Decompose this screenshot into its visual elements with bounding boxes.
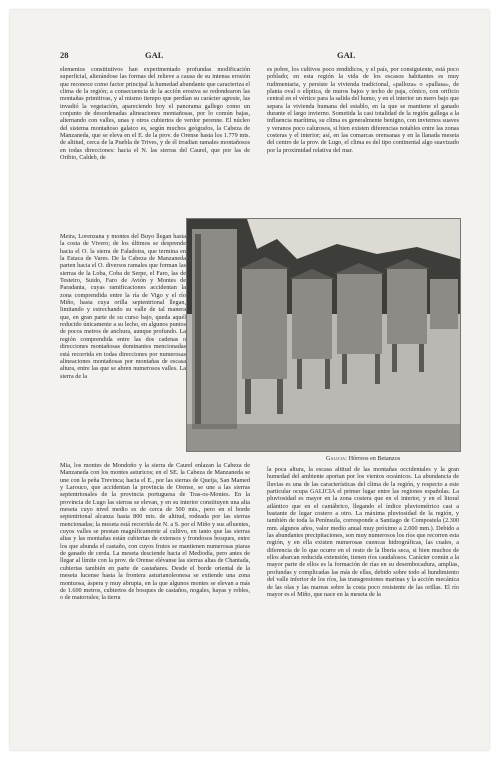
paragraph: Meira, Lorenzana y montes del Buyo llegan hasta la costa de Vivero; de los últimos se desprende hacia el O. la sierra de Faladoira, que termina en la Estaca de Vares. De la Cabeza de Manzaneda parten hacia el O. diversos ramales que forman las sierras de la Loba, Coba de Serpe, el Faro, las de Testeiro, Suido, Faro de Avión y Montes de Paradanta, cuyas ramificaciones accidentan la zona comprendida entre la ría de Vigo y el río Miño, hasta cuya orilla septentrional llegan, limitando y estrechando su valle de tal manera que, en gran parte de su curso bajo, queda aquél reducido únicamente a su lecho, en algunos puntos de pocos metros de anchura, aunque profundo. La región comprendida entre las dos cadenas o direcciones montañosas dominantes mencionadas está recorrida en todas direcciones por numerosas alineaciones montañosas por montañas de escasa altura, entre las que se abren numerosos valles. La sierra de la xyxy=(60,233,186,380)
running-head-right: GAL xyxy=(337,50,356,60)
page-header xyxy=(60,50,439,62)
photo-pillar xyxy=(277,379,283,414)
paragraph: elementos constitutivos han experimentado profundas modificación superficial, alterándose las formas del relieve a causa de su intensa erosión que reconoce como factor principal la humedad abundante que caracteriza el clima de la región; a consecuencia de la acción erosiva se redondearon las montañas primitivas, y al mismo tiempo que perdían su carácter agreste, las invadió la vegetación, apareciendo hoy el panorama gallego como un conjunto de desordenadas alineaciones montañosas, por lo común bajas, alternando con valles, unas y otros cubiertos de verdor perenne. El núcleo del sistema montañoso galaico es, según muchos geógrafos, la Cabeza de Manzaneda, que se eleva en el E. de la prov. de Orense hasta los 1.779 mts. de altitud, cerca de la Puebla de Trives, y de él irradian ramales montañosos en todas direcciones: hacia el N. las sierras del Caurel, que por las de Oribio, Caldeb, de xyxy=(60,66,250,162)
photograph-horreos xyxy=(186,218,461,452)
paragraph: es pobre, los cultivos poco rendidicos, y el país, por consiguiente, está poco poblado; en esta región la vida de los escasos habitantes es muy rudimentaria, y persiste la vivienda tradicional, «palloza» o «pallasa», de planta oval o elíptica, de muros bajos y techo de paja, cónico, con orificio central en el vértice para la salida del humo, y en el interior un mero bajo que separa la vivienda humana del establo, en la que se mantiene el ganado durante el largo invierno. Sometida la casi totalidad de la región gallega a la influencia marítima, su clima es generalmente benigno, con inviernos suaves y veranos poco calurosos, si bien existen diferencias notables entre las zonas costeras y el interior; así, en las comarcas orensanas y en la llanada meseta del centro de la prov. de Lugo, el clima es del tipo continental algo suavizado por la proximidad relativa del mar. xyxy=(267,66,459,154)
photo-granary xyxy=(337,274,382,354)
photo-pillar xyxy=(392,344,397,372)
left-column-top xyxy=(60,66,250,161)
running-head-left: GAL xyxy=(145,50,164,60)
photo-granary xyxy=(292,279,332,359)
photo-granary xyxy=(242,269,287,379)
photo-granary xyxy=(430,279,458,329)
photo-pillar xyxy=(419,344,424,372)
document-page xyxy=(10,10,489,750)
photo-pillar xyxy=(325,359,330,389)
right-column-bottom xyxy=(267,466,459,598)
caption-text: : Hórreos en Betanzos xyxy=(345,455,401,462)
photo-pillar xyxy=(342,354,347,384)
narrow-left-column xyxy=(60,233,186,380)
photo-granary xyxy=(387,269,427,344)
right-column-top xyxy=(267,66,459,154)
left-column-bottom xyxy=(60,462,250,602)
photo-pillar xyxy=(245,379,251,414)
paragraph: la poca altura, la escasa altitud de las montañas occidentales y la gran humedad del ambiente aportan por los vientos oceánicos. La abundancia de lluvias es una de las características del clima de la región, y respecto a este particular ocupa GALICIA el primer lugar entre las regiones españolas. La pluviosidad es mayor en la zona costera que en el interior, y en el litoral atlántico que en el cantábrico, llegando el índice pluviométrico casi a bastante de lugar costero a otro. La máxima pluviosidad de la región, y también de toda la Península, corresponde a Santiago de Compostela (2.300 mm. algunos años, valor medio anual muy próximo a 2.000 mm.). Debido a las abundantes precipitaciones, son muy numerosos los ríos que recorren esta región, y en ella existen numerosas cuencas hidrográficas, las cuales, a diferencia de lo que ocurre en el resto de la Iberia seca, si bien muchos de ellos abarcan reducida extensión, tienen ríos caudalosos. Carácter común a la mayor parte de ellos es la formación de rías en su desembocadura, amplias, profundas y complicadas las más de ellas, debido sobre todo al hundimiento del valle inferior de los ríos, las transgresiones marinas y la acción mecánica de las olas y las mareas sobre la costa poco resistente de las orillas. El río mayor es el Miño, que nace en la meseta de la xyxy=(267,466,459,598)
paragraph: Mia, los montes de Mondoño y la sierra de Caurel enlazan la Cabeza de Manzaneda con los montes asturicos; en el SE. la Cabeza de Manzaneda se une con la peña Trevinca; hacia el E., por las sierras de Queija, San Mamed y Larouco, que accidentan la provincia de Orense, se une a las sierras septentrionales de la provincia portuguesa de Tras-os-Montes. En la provincia de Lugo las sierras se elevan, y en su interior constituyen una alta meseta cuyo nivel medio es de cerca de 500 mts., pero en el borde septentrional alcanza hasta 800 mts. de altitud, rodeada por las sierras mencionadas; la meseta está recorrida de N. a S. por el Miño y sus afluentes, cuyos valles se prestan magníficamente al cultivo, en tanto que las sierras altas y las montañas están cubiertas de extensos y frondosos bosques, entre los que abunda el castaño, con cuyos frutos se mantienen numerosas piaras de ganado de cerda. La meseta desciende hacia el Mediodía, pero antes de llegar al límite con la prov. de Orense elévanse las sierras altas de Chantada, cubiertas también en parte de castañares. Desde el borde oriental de la meseta lucense hasta la frontera asturianoleonesa se extiende una zona montuosa, áspera y muy abrupta, en la que algunos montes se elevan a más de 1.600 metros, cubiertos de bosques de castaños, nogales, hayas y robles, o de matorrales; la tierra xyxy=(60,462,250,602)
page-number: 28 xyxy=(60,50,69,60)
caption-place: Galicia xyxy=(325,455,346,462)
photo-caption xyxy=(267,455,459,462)
photo-granary-pillar xyxy=(195,234,201,424)
photo-pillar xyxy=(375,354,380,384)
photo-illustration xyxy=(187,219,460,451)
photo-pillar xyxy=(297,359,302,389)
photo-foreground-shadow xyxy=(187,424,460,451)
